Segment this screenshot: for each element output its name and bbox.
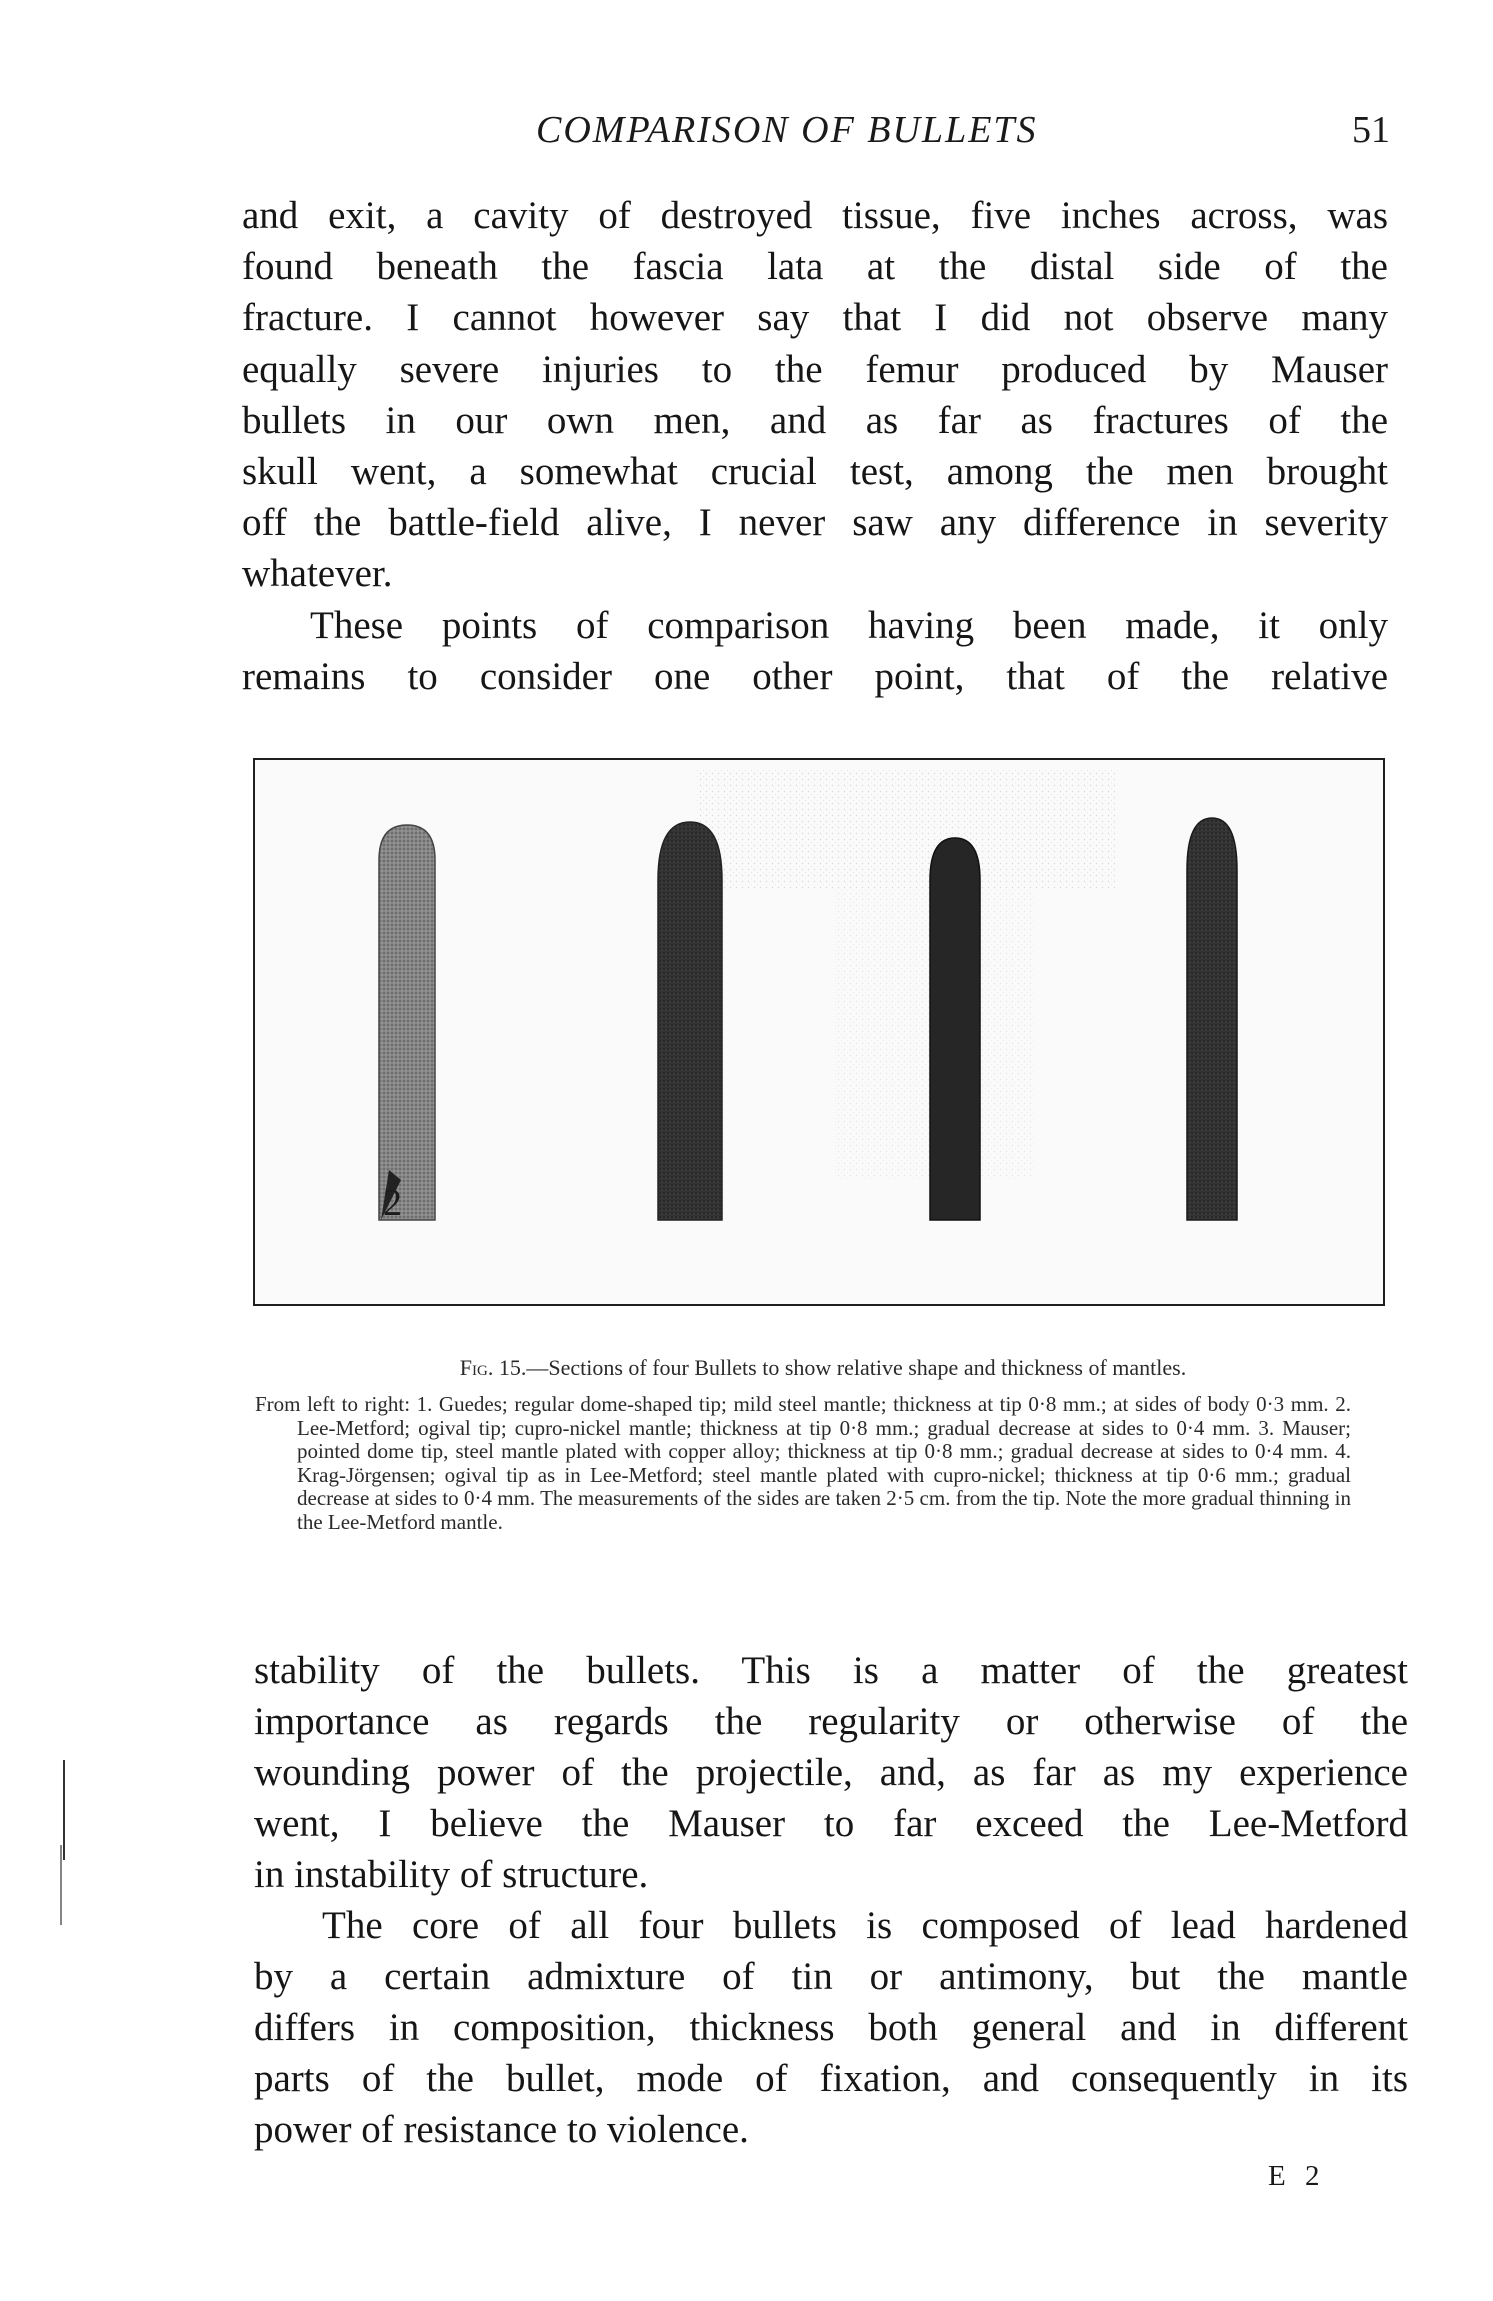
text-line: importance as regards the regularity or otherwise of the	[254, 1700, 1408, 1743]
figure-mark: 2	[383, 1182, 402, 1224]
margin-rule	[63, 1760, 65, 1860]
caption-title	[255, 1355, 1351, 1381]
text-line: parts of the bullet, mode of fixation, and consequently in its	[254, 2057, 1408, 2100]
running-title: COMPARISON OF BULLETS	[536, 109, 1038, 151]
text-line: bullets in our own men, and as far as fractures of the	[242, 398, 1388, 442]
text-line: fracture. I cannot however say that I did not observe many	[242, 296, 1388, 340]
figure-label: Fig. 15.	[459, 1355, 527, 1380]
caption-title-text: —Sections of four Bullets to show relative shape and thickness of mantles.	[526, 1355, 1187, 1380]
stipple-background	[695, 770, 1115, 890]
text-line: off the battle-field alive, I never saw any difference in severity	[242, 501, 1388, 545]
signature-mark: E 2	[1268, 2160, 1326, 2192]
text-line: and exit, a cavity of destroyed tissue, five inches across, was	[242, 194, 1388, 237]
text-line: wounding power of the projectile, and, as far as my experience	[254, 1751, 1408, 1794]
bullet-3-mauser	[930, 838, 980, 1220]
text-line: The core of all four bullets is composed of lead hardened	[322, 1904, 1408, 1947]
bullet-4-krag-jorgensen	[1187, 818, 1237, 1220]
paragraph-stability	[254, 1645, 1408, 2155]
figure-caption	[255, 1355, 1351, 1534]
text-line: went, I believe the Mauser to far exceed the Lee-Metford	[254, 1802, 1408, 1845]
running-head	[240, 108, 1390, 158]
text-line: skull went, a somewhat crucial test, among the men brought	[242, 450, 1388, 494]
text-line: found beneath the fascia lata at the distal side of the	[242, 245, 1388, 289]
bullet-2-lee-metford	[658, 822, 722, 1220]
text-line: stability of the bullets. This is a matter of the greatest	[254, 1649, 1408, 1692]
text-line: whatever.	[242, 552, 393, 596]
margin-rule	[60, 1845, 62, 1925]
caption-body: From left to right: 1. Guedes; regular dome-shaped tip; mild steel mantle; thickness at tip 0·8 mm.; at sides of body 0·3 mm. 2. Lee-Metford; ogival tip; cupro-nickel mantle; thickness at tip 0·8 mm.; gradual decrease at sides to 0·4 mm. 3. Mauser; pointed dome tip, steel mantle plated with copper alloy; thickness at tip 0·8 mm.; gradual decrease at sides to 0·4 mm. 4. Krag-Jörgensen; ogival tip as in Lee-Metford; steel mantle plated with cupro-nickel; thickness at tip 0·6 mm.; gradual decrease at sides to 0·4 mm. The measurements of the sides are taken 2·5 cm. from the tip. Note the more gradual thinning in the Lee-Metford mantle.	[255, 1392, 1351, 1534]
paragraph-continued	[242, 190, 1388, 702]
figure-15-bullets	[253, 758, 1385, 1306]
text-line: differs in composition, thickness both general and in different	[254, 2006, 1408, 2049]
bullet-sections-illustration	[255, 760, 1382, 1303]
text-line: equally severe injuries to the femur produced by Mauser	[242, 347, 1388, 391]
text-line: in instability of structure.	[254, 1853, 649, 1896]
text-line: remains to consider one other point, that of the relative	[242, 654, 1388, 698]
text-line: by a certain admixture of tin or antimony, but the mantle	[254, 1955, 1408, 1998]
page-number: 51	[1352, 109, 1390, 151]
text-line: These points of comparison having been made, it only	[310, 603, 1388, 647]
text-line: power of resistance to violence.	[254, 2108, 749, 2151]
bullet-1-guedes	[379, 825, 435, 1220]
